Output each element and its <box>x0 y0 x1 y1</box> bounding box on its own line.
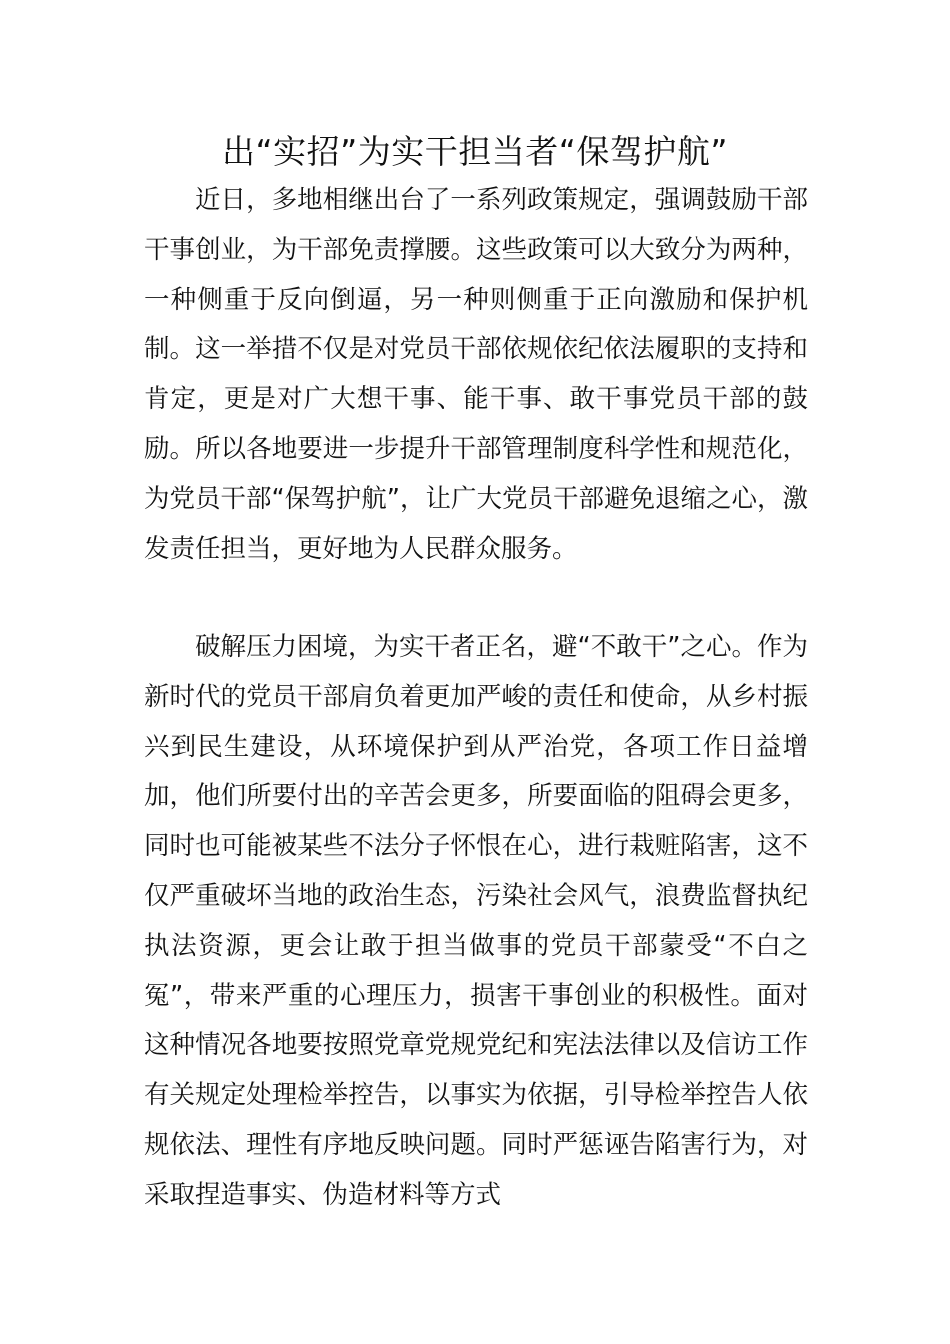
paragraph-2: 破解压力困境，为实干者正名，避“不敢干”之心。作为新时代的党员干部肩负着更加严峻的责任和使命，从乡村振兴到民生建设，从环境保护到从严治党，各项工作日益增加，他们所要付出的辛苦会更多，所要面临的阻碍会更多，同时也可能被某些不法分子怀恨在心，进行栽赃陷害，这不仅严重破坏当地的政治生态，污染社会风气，浪费监督执纪执法资源，更会让敢于担当做事的党员干部蒙受“不白之冤”，带来严重的心理压力，损害干事创业的积极性。面对这种情况各地要按照党章党规党纪和宪法法律以及信访工作有关规定处理检举控告，以事实为依据，引导检举控告人依规依法、理性有序地反映问题。同时严惩诬告陷害行为，对采取捏造事实、伪造材料等方式 <box>144 632 808 1210</box>
paragraph-1: 近日，多地相继出台了一系列政策规定，强调鼓励干部干事创业，为干部免责撑腰。这些政策可以大致分为两种，一种侧重于反向倒逼，另一种则侧重于正向激励和保护机制。这一举措不仅是对党员干部依规依纪依法履职的支持和肯定，更是对广大想干事、能干事、敢干事党员干部的鼓励。所以各地要进一步提升干部管理制度科学性和规范化，为党员干部“保驾护航”，让广大党员干部避免退缩之心，激发责任担当，更好地为人民群众服务。 <box>144 185 808 564</box>
document-title: 出“实招”为实干担当者“保驾护航” <box>222 132 728 171</box>
